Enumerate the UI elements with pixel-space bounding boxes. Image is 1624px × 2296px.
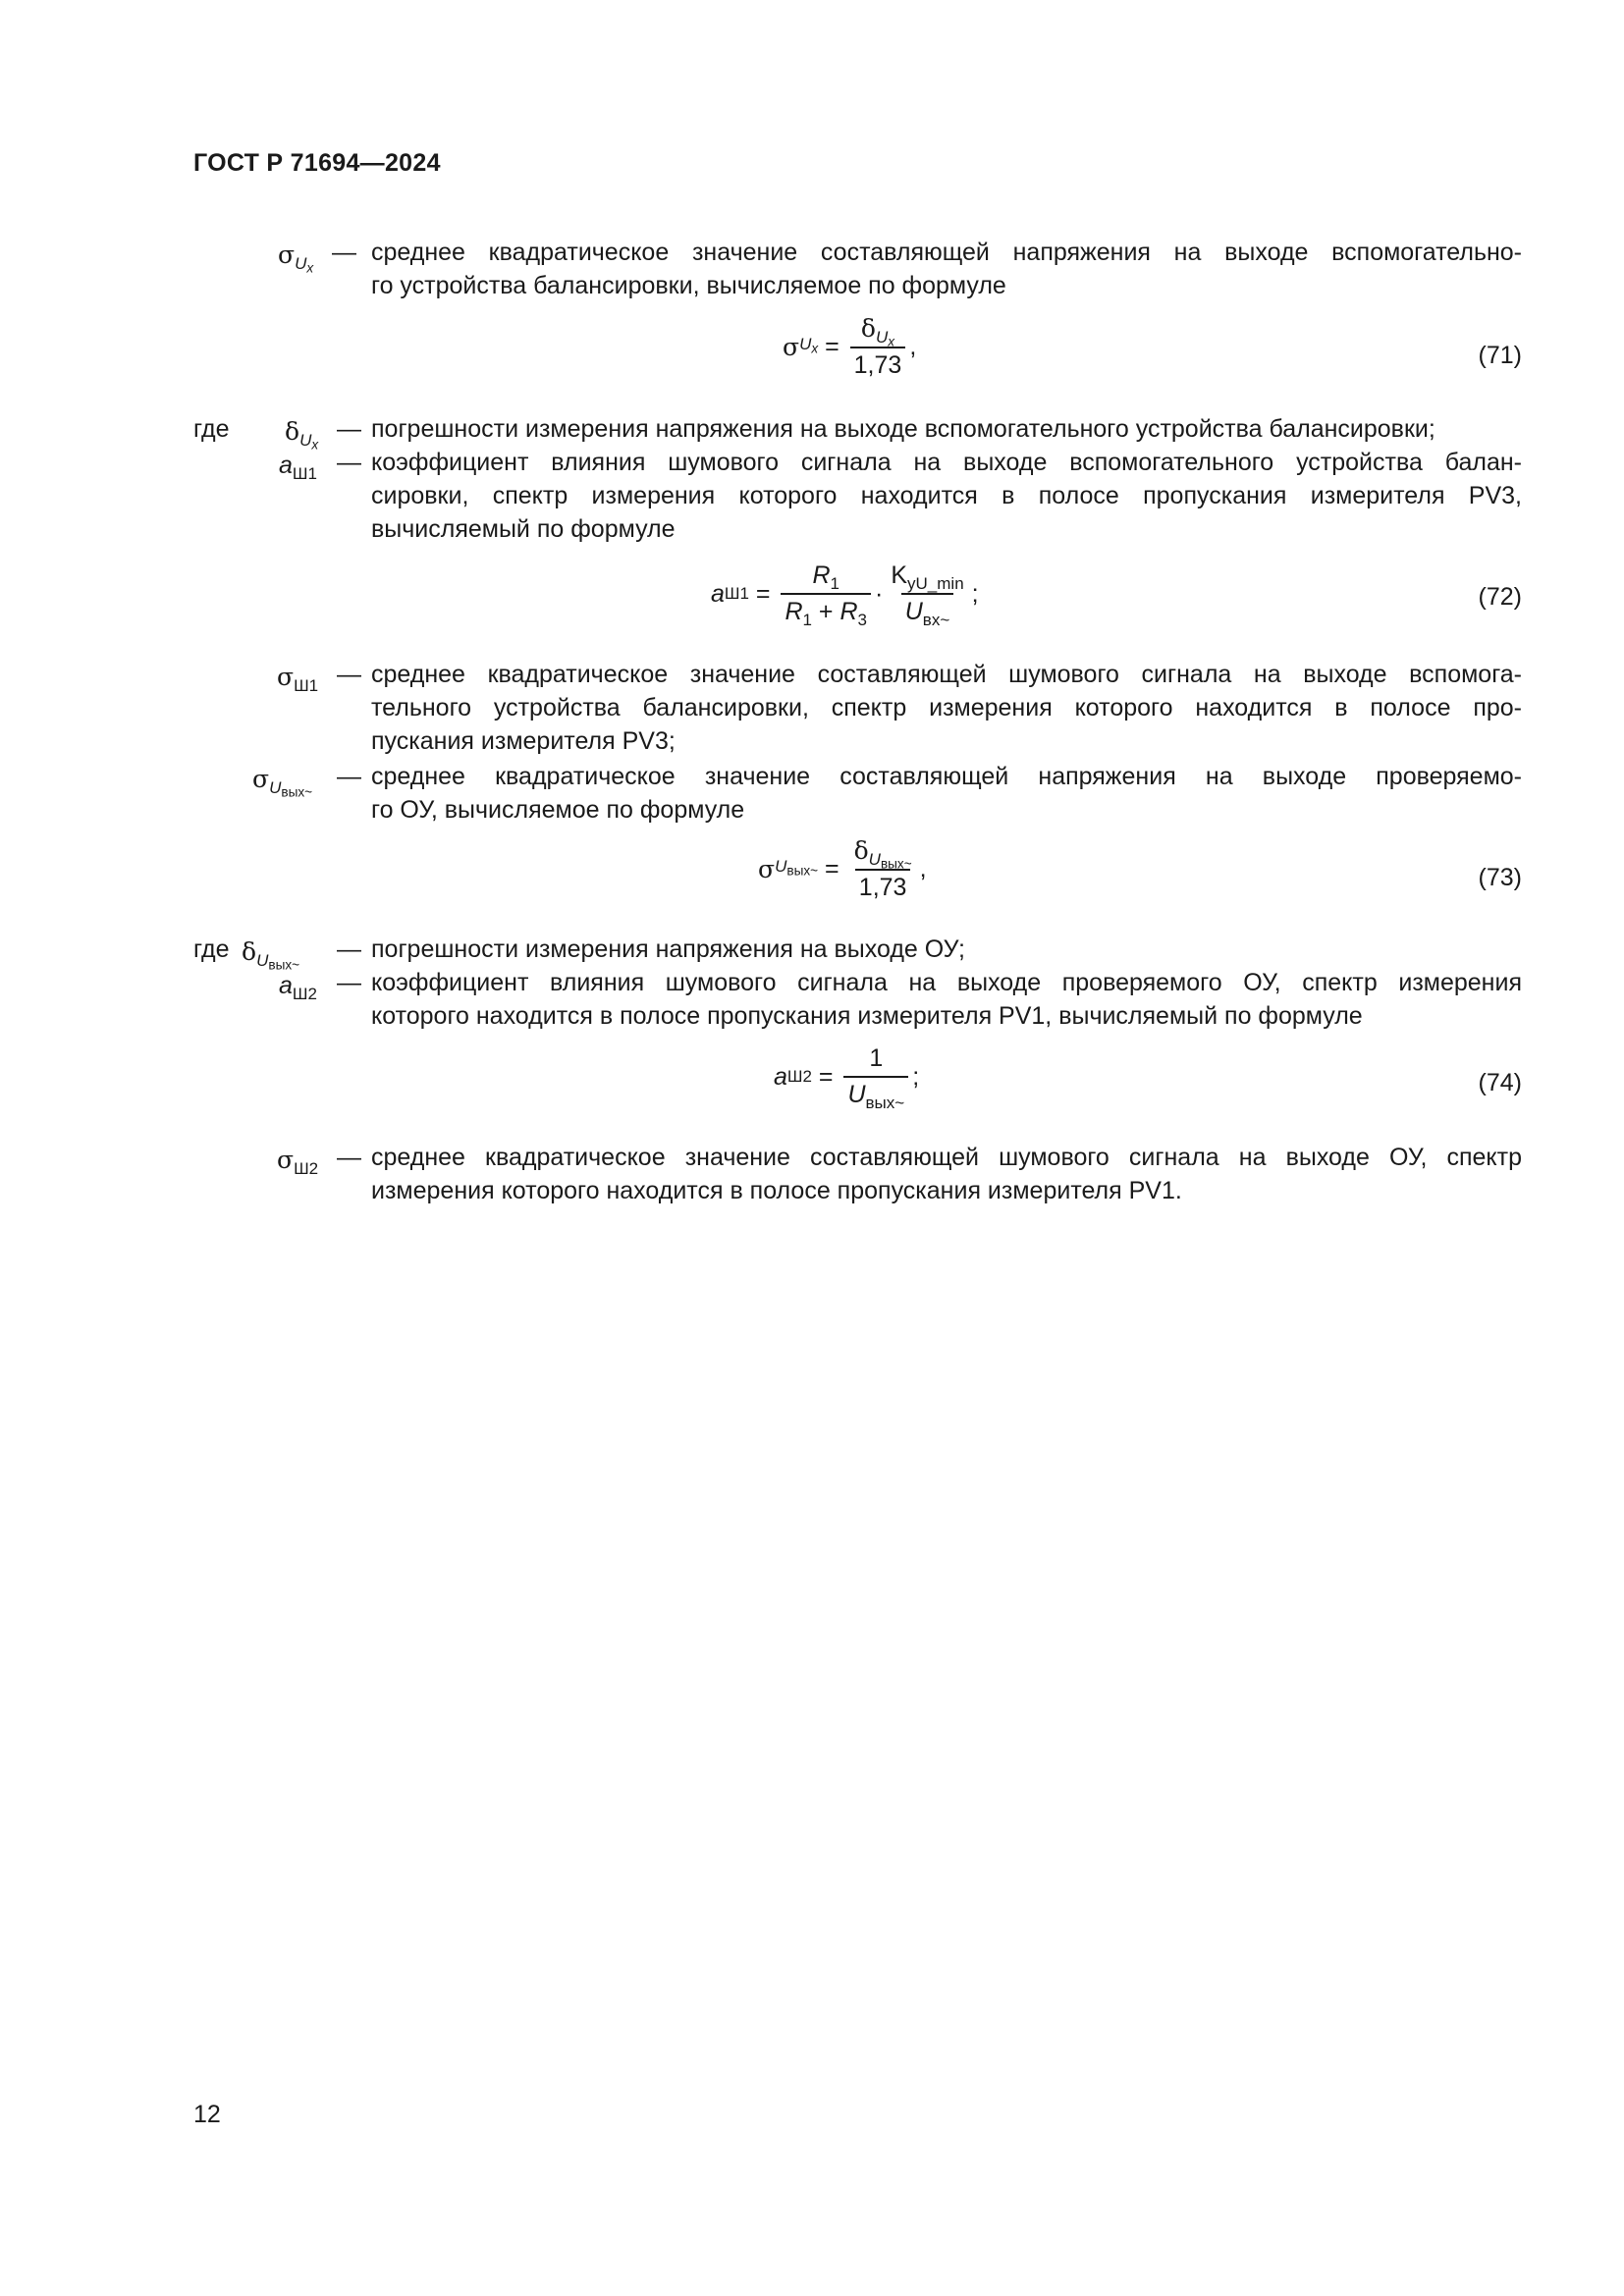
definition-dash: — [337,1144,361,1171]
where-label: где [193,935,230,963]
symbol-delta-uvyx: $\delta_{U_{вых\sim}}$ [242,937,300,973]
definition-sigma-sh1: среднее квадратическое значение составляющей шумового сигнала на выходе вспомога- тельного устройства балансировки, спектр измерения которого находится в полосе про- пускания измерителя PV3; [371,661,1522,755]
symbol-a-sh2: $a_{Ш2}$ [279,972,317,1003]
definition-sigma-ux: среднее квадратическое значение составляющей напряжения на выходе вспомогательно- го устройства балансировки, вычисляемое по формуле [371,239,1522,299]
symbol-sigma-sh2: $\sigma_{Ш2}$ [277,1146,319,1178]
definition-dash: — [337,935,361,963]
where-label: где [193,415,230,443]
definition-dash: — [337,449,361,476]
definition-a-sh2: коэффициент влияния шумового сигнала на выходе проверяемого ОУ, спектр измерения которого находится в полосе пропускания измерителя PV1, вычисляемый по формуле [371,969,1522,1030]
document-header: ГОСТ Р 71694—2024 [193,149,441,177]
definition-dash: — [332,239,356,266]
definition-dash: — [337,763,361,790]
equation-number-74: (74) [1478,1069,1522,1096]
symbol-sigma-sh1: $\sigma_{Ш1}$ [277,663,319,695]
formula-72: a Ш1 = $\frac{R_1}{R_1 + R_3}$ · $\frac{K_{yU\_min}}{U_{вх\sim}}$ ; [711,561,979,629]
formula-74: a Ш2 = $\frac{1}{U_{вых\sim}}$ ; [774,1044,920,1112]
equation-number-72: (72) [1478,583,1522,611]
symbol-sigma-uvyx: $\sigma_{U_{вых\sim}}$ [252,765,313,800]
definition-dash: — [337,969,361,996]
definition-sigma-uvyx: среднее квадратическое значение составляющей напряжения на выходе проверяемо- го ОУ, вычисляемое по формуле [371,763,1522,824]
symbol-sigma-ux: $\sigma_{U_x}$ [278,240,314,276]
definition-delta-ux: погрешности измерения напряжения на выходе вспомогательного устройства балансировки; [371,415,1435,443]
definition-dash: — [337,661,361,688]
definition-sigma-sh2: среднее квадратическое значение составляющей шумового сигнала на выходе ОУ, спектр измерения которого находится в полосе пропускания измерителя PV1. [371,1144,1522,1204]
equation-number-73: (73) [1478,864,1522,891]
page-number: 12 [193,2101,221,2128]
definition-dash: — [337,415,361,443]
formula-73: σ $U_{вых\sim}$ = $\frac{\delta_{U_{вых\sim}}}{1,73}$ , [758,836,927,901]
definition-delta-uvyx: погрешности измерения напряжения на выходе ОУ; [371,935,965,963]
equation-number-71: (71) [1478,342,1522,369]
formula-71: σ $U_x$ = $\frac{\delta_{U_x}}{1,73}$ , [783,314,917,379]
symbol-delta-ux: $\delta_{U_x}$ [285,417,319,453]
symbol-a-sh1: $a_{Ш1}$ [279,452,317,483]
definition-a-sh1: коэффициент влияния шумового сигнала на выходе вспомогательного устройства балан- сировки, спектр измерения которого находится в полосе пропускания измерителя PV3, вычисляемый по формуле [371,449,1522,543]
